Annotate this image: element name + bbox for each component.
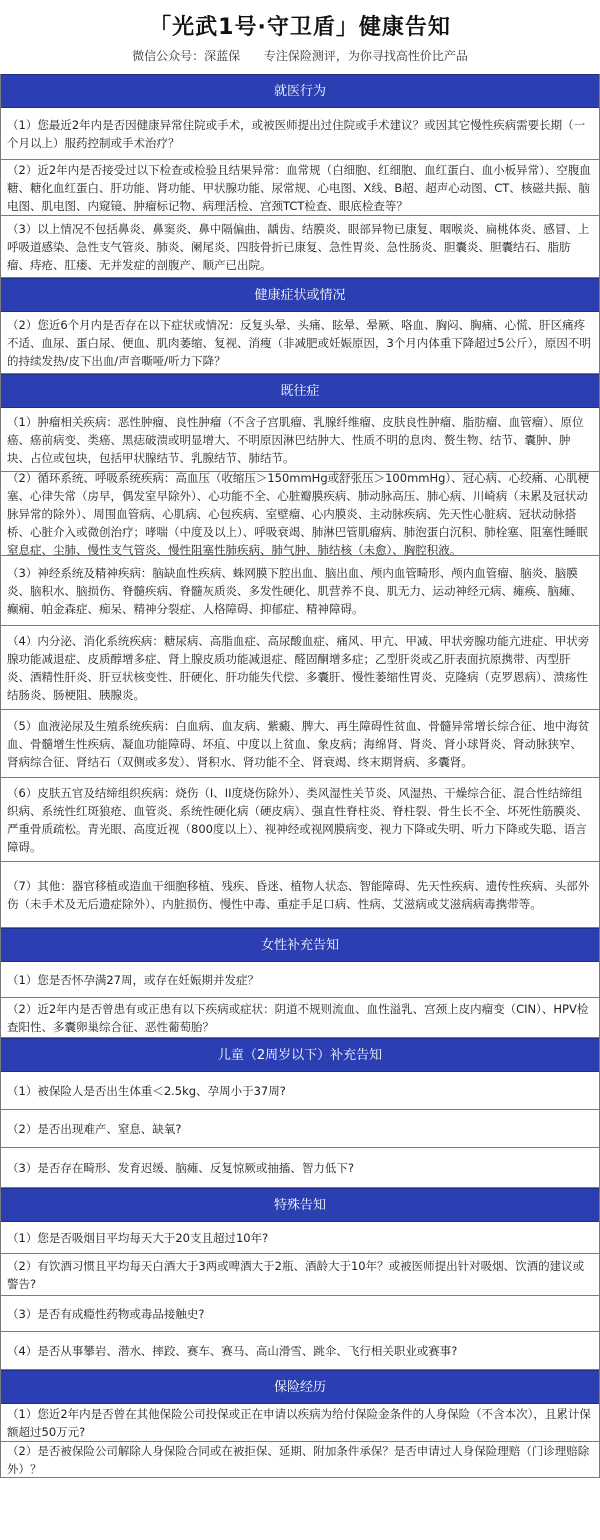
question-text: （3）是否存在畸形、发育迟缓、脑瘫、反复惊厥或抽搐、智力低下?	[7, 1160, 354, 1175]
question-text: （2）是否出现难产、窒息、缺氧?	[7, 1121, 182, 1136]
question-text: （3）以上情况不包括鼻炎、鼻窦炎、鼻中隔偏曲、龋齿、结膜炎、眼部异物已康复、咽喉炎、扁桃体炎、感冒、上呼吸道感染、急性支气管炎、肺炎、阑尾炎、四肢骨折已康复、急性胃炎、急性肠炎、胆囊炎、胆囊结石、脂肪瘤、痔疮、肛瘘、无并发症的剖腹产、顺产已出院。	[7, 221, 590, 272]
section-header: 特殊告知	[1, 1188, 599, 1222]
question-text: （1）您是否怀孕满27周，或存在妊娠期并发症？	[7, 972, 259, 987]
page-header	[0, 0, 600, 74]
section-header: 保险经历	[1, 1370, 599, 1404]
question-row	[1, 1404, 599, 1442]
question-row	[1, 108, 599, 160]
question-row	[1, 1110, 599, 1148]
question-row	[1, 160, 599, 216]
question-row	[1, 1332, 599, 1370]
question-row	[1, 216, 599, 278]
slogan-label: 专注保险测评，为你寻找高性价比产品	[263, 49, 468, 63]
question-text: （4）是否从事攀岩、潜水、摔跤、赛车、赛马、高山滑雪、跳伞、飞行相关职业或赛事?	[7, 1343, 458, 1358]
section-header: 女性补充告知	[1, 928, 599, 962]
question-row	[1, 472, 599, 556]
section-header: 健康症状或情况	[1, 278, 599, 312]
question-row	[1, 962, 599, 998]
question-text: （1）肿瘤相关疾病：恶性肿瘤、良性肿瘤（不含子宫肌瘤、乳腺纤维瘤、皮肤良性肿瘤、脂肪瘤、血管瘤）、原位癌、癌前病变、类癌、黑痣破溃或明显增大、不明原因淋巴结肿大、性质不明的息肉、赘生物、结节、囊肿、肿块、占位或包块，包括甲状腺结节、乳腺结节、肺结节。	[7, 414, 584, 465]
question-text: （2）是否被保险公司解除人身保险合同或在被拒保、延期、附加条件承保？是否申请过人身保险理赔（门诊理赔除外）？	[7, 1443, 590, 1476]
question-text: （2）近2年内是否曾患有或正患有以下疾病或症状：阴道不规则流血、血性溢乳、宫颈上皮内瘤变（CIN）、HPV检查阳性、多囊卵巢综合征、恶性葡萄胎？	[7, 1001, 589, 1034]
question-text: （2）您近6个月内是否存在以下症状或情况：反复头晕、头痛、眩晕、晕厥、咯血、胸闷、胸痛、心慌、肝区痛疼不适、血尿、蛋白尿、便血、肌肉萎缩、复视、消瘦（非减肥或妊娠原因，3个月内体重下降超过5公斤），原因不明的持续发热/皮下出血/声音嘶哑/听力下降？	[7, 317, 591, 368]
question-row	[1, 1296, 599, 1332]
question-row	[1, 862, 599, 928]
question-row	[1, 1254, 599, 1296]
question-row	[1, 626, 599, 710]
question-row	[1, 1148, 599, 1188]
question-row	[1, 998, 599, 1038]
section-header: 既往症	[1, 374, 599, 408]
question-text: （6）皮肤五官及结缔组织疾病：烧伤（I、II度烧伤除外）、类风湿性关节炎、风湿热、干燥综合征、混合性结缔组织病、系统性红斑狼疮、血管炎、系统性硬化病（硬皮病）、强直性脊柱炎、脊柱裂、骨生长不全、坏死性筋膜炎、严重骨质疏松。青光眼、高度近视（800度以上）、视神经或视网膜病变、视力下降或失明、听力下降或失聪、语言障碍。	[7, 785, 588, 854]
question-row	[1, 312, 599, 374]
question-text: （1）您是否吸烟目平均每天大于20支且超过10年?	[7, 1230, 269, 1245]
section-header: 儿童（2周岁以下）补充告知	[1, 1038, 599, 1072]
question-text: （1）您近2年内是否曾在其他保险公司投保或正在申请以疾病为给付保险金条件的人身保险（不含本次），且累计保额超过50万元?	[7, 1406, 591, 1439]
question-text: （2）近2年内是否接受过以下检查或检验且结果异常：血常规（白细胞、红细胞、血红蛋白、血小板异常）、空腹血糖、糖化血红蛋白、肝功能、肾功能、甲状腺功能、尿常规、心电图、X线、B超、超声心动图、CT、核磁共振、脑电图、肌电图、内窥镜、肿瘤标记物、病理活检、宫颈TCT检查、眼底检查等？	[7, 162, 591, 213]
question-text: （3）是否有成瘾性药物或毒品接触史?	[7, 1306, 205, 1321]
question-text: （1）您最近2年内是否因健康异常住院或手术，或被医师提出过住院或手术建议？或因其它慢性疾病需要长期（一个月以上）服药控制或手术治疗？	[7, 117, 586, 150]
page-title: 「光武1号·守卫盾」健康告知	[149, 15, 451, 40]
question-text: （5）血液泌尿及生殖系统疾病：白血病、血友病、紫癜、脾大、再生障碍性贫血、骨髓异常增长综合征、地中海贫血、骨髓增生性疾病、凝血功能障碍、坏疽、中度以上贫血、象皮病；海绵肾、肾炎、肾小球肾炎、肾动脉狭窄、肾病综合征、肾结石（双侧或多发）、肾积水、肾功能不全、肾衰竭、终末期肾病、多囊肾。	[7, 718, 590, 769]
question-row	[1, 1442, 599, 1478]
page-subtitle	[0, 48, 600, 64]
question-text: （3）神经系统及精神疾病：脑缺血性疾病、蛛网膜下腔出血、脑出血、颅内血管畸形、颅内血管瘤、脑炎、脑膜炎、脑积水、脑损伤、脊髓疾病、脊髓灰质炎、多发性硬化、肌营养不良、肌无力、运动神经元病、瘫痪、脑瘫、癫痫、帕金森症、痴呆、精神分裂症、人格障碍、抑郁症、精神障碍。	[7, 565, 582, 616]
declaration-table	[0, 74, 600, 1478]
question-row	[1, 778, 599, 862]
question-row	[1, 556, 599, 626]
section-header: 就医行为	[1, 74, 599, 108]
question-row	[1, 1222, 599, 1254]
question-row	[1, 710, 599, 778]
question-text: （1）被保险人是否出生体重＜2.5kg、孕周小于37周?	[7, 1083, 286, 1098]
question-text: （4）内分泌、消化系统疾病：糖尿病、高脂血症、高尿酸血症、痛风、甲亢、甲减、甲状旁腺功能亢进症、甲状旁腺功能减退症、皮质醇增多症、肾上腺皮质功能减退症、醛固酮增多症；乙型肝炎或乙肝表面抗原携带、丙型肝炎、酒精性肝炎、肝豆状核变性、肝硬化、肝功能失代偿、多囊肝、慢性萎缩性胃炎、克隆病（克罗恩病）、溃疡性结肠炎、肠梗阻、胰腺炎。	[7, 633, 590, 702]
question-text: （7）其他：器官移植或造血干细胞移植、残疾、昏迷、植物人状态、智能障碍、先天性疾病、遗传性疾病、头部外伤（未手术及无后遗症除外）、内脏损伤、慢性中毒、重症手足口病、性病、艾滋病或艾滋病病毒携带等。	[7, 878, 590, 911]
wechat-account-label: 微信公众号：深蓝保	[132, 49, 241, 63]
question-row	[1, 1072, 599, 1110]
question-text: （2）有饮酒习惯且平均每天白酒大于3两或啤酒大于2瓶、酒龄大于10年？或被医师提出针对吸烟、饮酒的建议或警告?	[7, 1258, 585, 1291]
question-row	[1, 408, 599, 472]
question-text: （2）循环系统、呼吸系统疾病：高血压（收缩压＞150mmHg或舒张压＞100mmHg）、冠心病、心绞痛、心肌梗塞、心律失常（房早，偶发室早除外）、心功能不全、心脏瓣膜疾病、肺动脉高压、肺心病、川崎病（未累及冠状动脉异常的除外）、周围血管病、心肌病、心包疾病、室壁瘤、心内膜炎、主动脉疾病、先天性心脏病、冠状动脉搭桥、心脏介入或微创治疗；哮喘（中度及以上）、呼吸衰竭、肺淋巴管肌瘤病、肺泡蛋白沉积、肺栓塞、阻塞性睡眠窒息症、尘肺、慢性支气管炎、慢性阻塞性肺疾病、肺气肿、肺结核（未愈）、胸腔积液。	[7, 470, 590, 557]
